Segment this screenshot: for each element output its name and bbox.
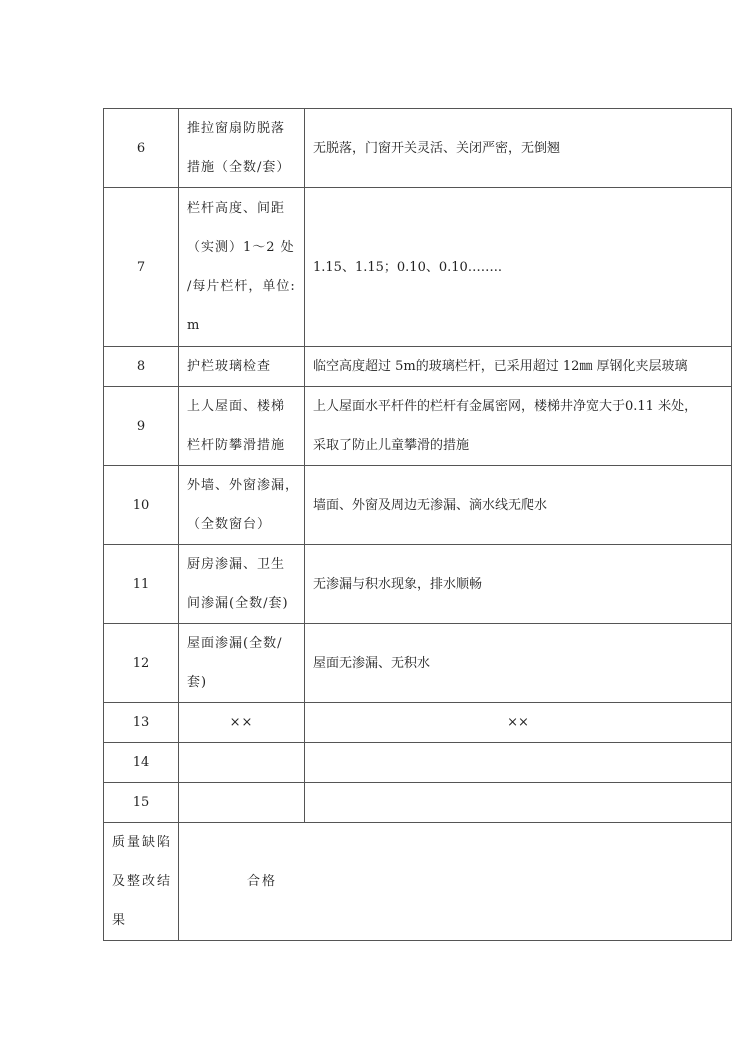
check-item-line: （实测）1～2 处	[187, 240, 295, 255]
check-item-line: /每片栏杆，单位:	[187, 279, 296, 294]
check-result	[305, 703, 732, 743]
check-item	[179, 109, 305, 188]
row-number: 9	[104, 387, 179, 466]
check-item	[179, 703, 305, 743]
row-number: 14	[104, 743, 179, 783]
check-result-line: 屋面无渗漏、无积水	[313, 655, 431, 671]
check-item-line: 屋面渗漏(全数/	[187, 636, 283, 651]
check-result-line: 采取了防止儿童攀滑的措施	[313, 438, 470, 453]
check-item-line: （全数窗台）	[187, 517, 272, 532]
check-result	[305, 624, 732, 703]
check-result	[305, 783, 732, 823]
defects-label-line: 及整改结	[112, 874, 173, 889]
table-row	[104, 347, 732, 387]
check-item-line: m	[187, 318, 201, 333]
row-number: 15	[104, 783, 179, 823]
check-result-line: 1.15、1.15；0.10、0.10……..	[313, 259, 503, 275]
check-item-line: 栏杆防攀滑措施	[187, 438, 286, 453]
table-row	[104, 109, 732, 188]
check-item-line: 护栏玻璃检查	[187, 359, 272, 374]
check-result-line: ××	[507, 715, 529, 730]
row-number: 8	[104, 347, 179, 387]
check-result	[305, 387, 732, 466]
defects-label	[104, 823, 179, 941]
check-item	[179, 347, 305, 387]
check-item	[179, 387, 305, 466]
row-number: 13	[104, 703, 179, 743]
check-result	[305, 347, 732, 387]
check-result-line: 临空高度超过 5m的玻璃栏杆，已采用超过 12㎜ 厚钢化夹层玻璃	[313, 359, 688, 374]
check-result	[305, 743, 732, 783]
table-row	[104, 624, 732, 703]
check-item-line: 外墙、外窗渗漏，	[187, 478, 300, 493]
check-item-line: ××	[229, 715, 254, 730]
check-item-line: 厨房渗漏、卫生	[187, 557, 286, 572]
check-result-line: 无渗漏与积水现象，排水顺畅	[313, 576, 483, 592]
table-row	[104, 466, 732, 545]
check-result	[305, 466, 732, 545]
check-item-line: 间渗漏(全数/套)	[187, 596, 289, 611]
check-item	[179, 188, 305, 347]
row-number: 7	[104, 188, 179, 347]
table-row	[104, 703, 732, 743]
check-result-line: 上人屋面水平杆件的栏杆有金属密网，楼梯井净宽大于0.11 米处，	[313, 399, 698, 414]
row-number: 6	[104, 109, 179, 188]
table-row	[104, 387, 732, 466]
row-number: 10	[104, 466, 179, 545]
check-item	[179, 545, 305, 624]
check-result-line: 无脱落，门窗开关灵活、关闭严密，无倒翘	[313, 140, 561, 156]
check-result-line: 墙面、外窗及周边无渗漏、滴水线无爬水	[313, 497, 548, 513]
footer-row	[104, 823, 732, 941]
defects-label-line: 质量缺陷	[112, 835, 173, 850]
defects-result: 合格	[179, 823, 732, 941]
check-result	[305, 188, 732, 347]
defects-label-line: 果	[112, 913, 128, 928]
table-row	[104, 188, 732, 347]
check-item-line: 上人屋面、楼梯	[187, 399, 286, 414]
check-item-line: 栏杆高度、间距	[187, 201, 286, 216]
check-item	[179, 743, 305, 783]
table-row	[104, 743, 732, 783]
row-number: 11	[104, 545, 179, 624]
check-result	[305, 109, 732, 188]
row-number: 12	[104, 624, 179, 703]
check-item	[179, 624, 305, 703]
check-item	[179, 783, 305, 823]
table-row	[104, 783, 732, 823]
check-result	[305, 545, 732, 624]
check-item	[179, 466, 305, 545]
inspection-table	[103, 108, 732, 941]
check-item-line: 推拉窗扇防脱落	[187, 121, 286, 136]
check-item-line: 措施（全数/套）	[187, 160, 291, 175]
table-row	[104, 545, 732, 624]
check-item-line: 套)	[187, 675, 208, 690]
